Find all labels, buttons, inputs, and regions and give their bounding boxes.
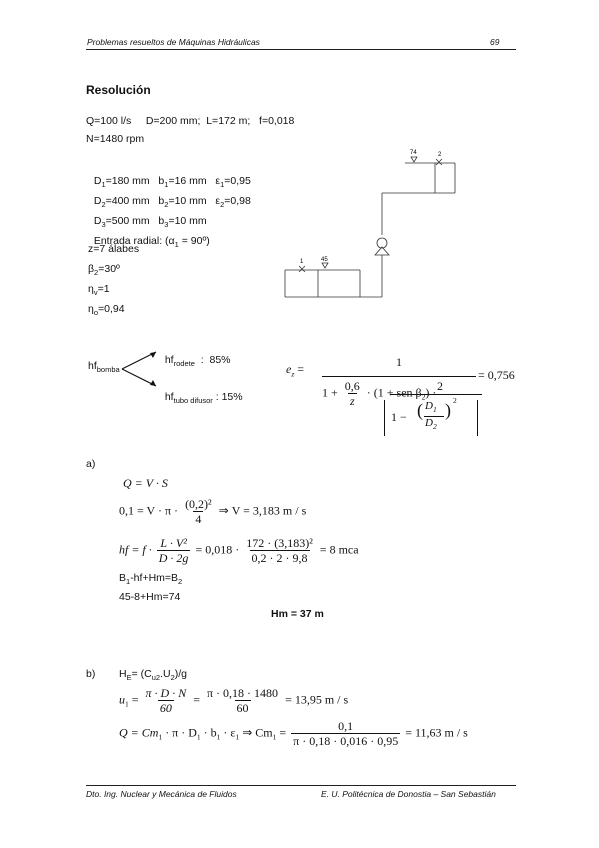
data-line-1: Q=100 l/s D=200 mm; L=172 m; f=0,018 <box>86 115 295 127</box>
hf-bomba-label: $hf_{bomba}$ <box>88 360 120 375</box>
ez-inner-bar <box>390 394 482 395</box>
footer-rule <box>86 785 516 786</box>
upper-point-label: 2 <box>438 152 442 158</box>
eq-numeric: 45-8+Hm=74 <box>119 591 181 603</box>
footer-left: Dto. Ing. Nuclear y Mecánica de Fluidos <box>86 789 237 799</box>
param-d3: $D_3=500$ mm $b_3=10$ mm <box>93 215 207 230</box>
eq-bernoulli: $B_1-hf+Hm=B_2$ <box>119 572 183 587</box>
param-d2: $D_2=400$ mm $b_2=10$ mm $\varepsilon_2=0,98$ <box>93 195 251 210</box>
footer-right: E. U. Politécnica de Donostia – San Sebastián <box>321 789 496 799</box>
eq-u1: $u_1$ = $\frac{\pi \cdot D \cdot N}{60}$ = $\frac{\pi \cdot 0,18 \cdot 1480}{60}$ = 13,95 m / s <box>119 686 349 715</box>
ez-formula: $e_z$ = <box>286 362 305 379</box>
hf-rodete-label: $hf_{rodete}$ : 85% <box>164 354 231 369</box>
hf-difusor-label: $hf_{tubo difusor}$ : 15% <box>164 391 243 406</box>
param-etao: $\eta_o=0,94$ <box>88 303 125 318</box>
eq-hf: hf = f · $\frac{\text{L · V²}}{D \cdot 2g}$ = 0,018 · $\frac{\text{172 · (3,183)²}}{0,2 \cdot 2 \cdot 9,8}$ = 8 mca <box>119 536 359 565</box>
ez-fraction-bar <box>322 376 476 377</box>
ez-denominator: 1 + $\frac{0,6}{z}$ · (1 + sen $\beta_2$) · <box>322 379 437 408</box>
lower-level-label: 45 <box>321 257 328 263</box>
param-beta: $\beta_2=30º$ <box>88 263 120 278</box>
running-header: Problemas resueltos de Máquinas Hidráulicas <box>87 37 260 47</box>
ez-bracket: 1 − ( $D_1$ $D_2$ ) 2 <box>384 400 478 436</box>
lower-point-label: 1 <box>300 259 304 265</box>
upper-level-label: 74 <box>410 150 417 156</box>
part-b-label: b) <box>86 668 96 680</box>
param-etav: $\eta_v=1$ <box>88 283 110 298</box>
eq-he: $H_E= (C_{u2}.U_2)/g$ <box>119 668 188 683</box>
pump-system-diagram <box>280 145 460 305</box>
ez-result: = 0,756 <box>478 368 515 382</box>
data-line-2: N=1480 rpm <box>86 133 145 145</box>
eq-velocity: 0,1 = V · π · $\frac{\text{(0,2)²}}{4}$ ⇒ V = 3,183 m / s <box>119 497 307 526</box>
eq-q-vs: Q = V · S <box>123 476 168 490</box>
ez-numerator: 1 <box>396 355 402 369</box>
ez-two: 2 <box>437 379 443 393</box>
page-number: 69 <box>490 37 500 47</box>
split-arrows <box>120 348 160 390</box>
section-title: Resolución <box>86 83 151 97</box>
part-a-label: a) <box>86 458 96 470</box>
header-rule <box>86 49 516 50</box>
eq-cm1: $Q = Cm_1 \cdot \pi \cdot D_1 \cdot b_1 \cdot \varepsilon_1$ ⇒ $Cm_1$ = $\frac{0,1}{\pi \cdot 0,18 \cdot 0,016 \cdot 0,95}$ = 11,63 m / s <box>119 719 468 748</box>
result-hm: Hm = 37 m <box>271 608 324 620</box>
param-entrada: Entrada radial: ($\alpha_1$ = 90º) <box>93 235 210 250</box>
param-z: z=7 álabes <box>88 243 140 255</box>
param-d1: $D_1=180$ mm $b_1=16$ mm $\varepsilon_1=0,95$ <box>93 175 251 190</box>
